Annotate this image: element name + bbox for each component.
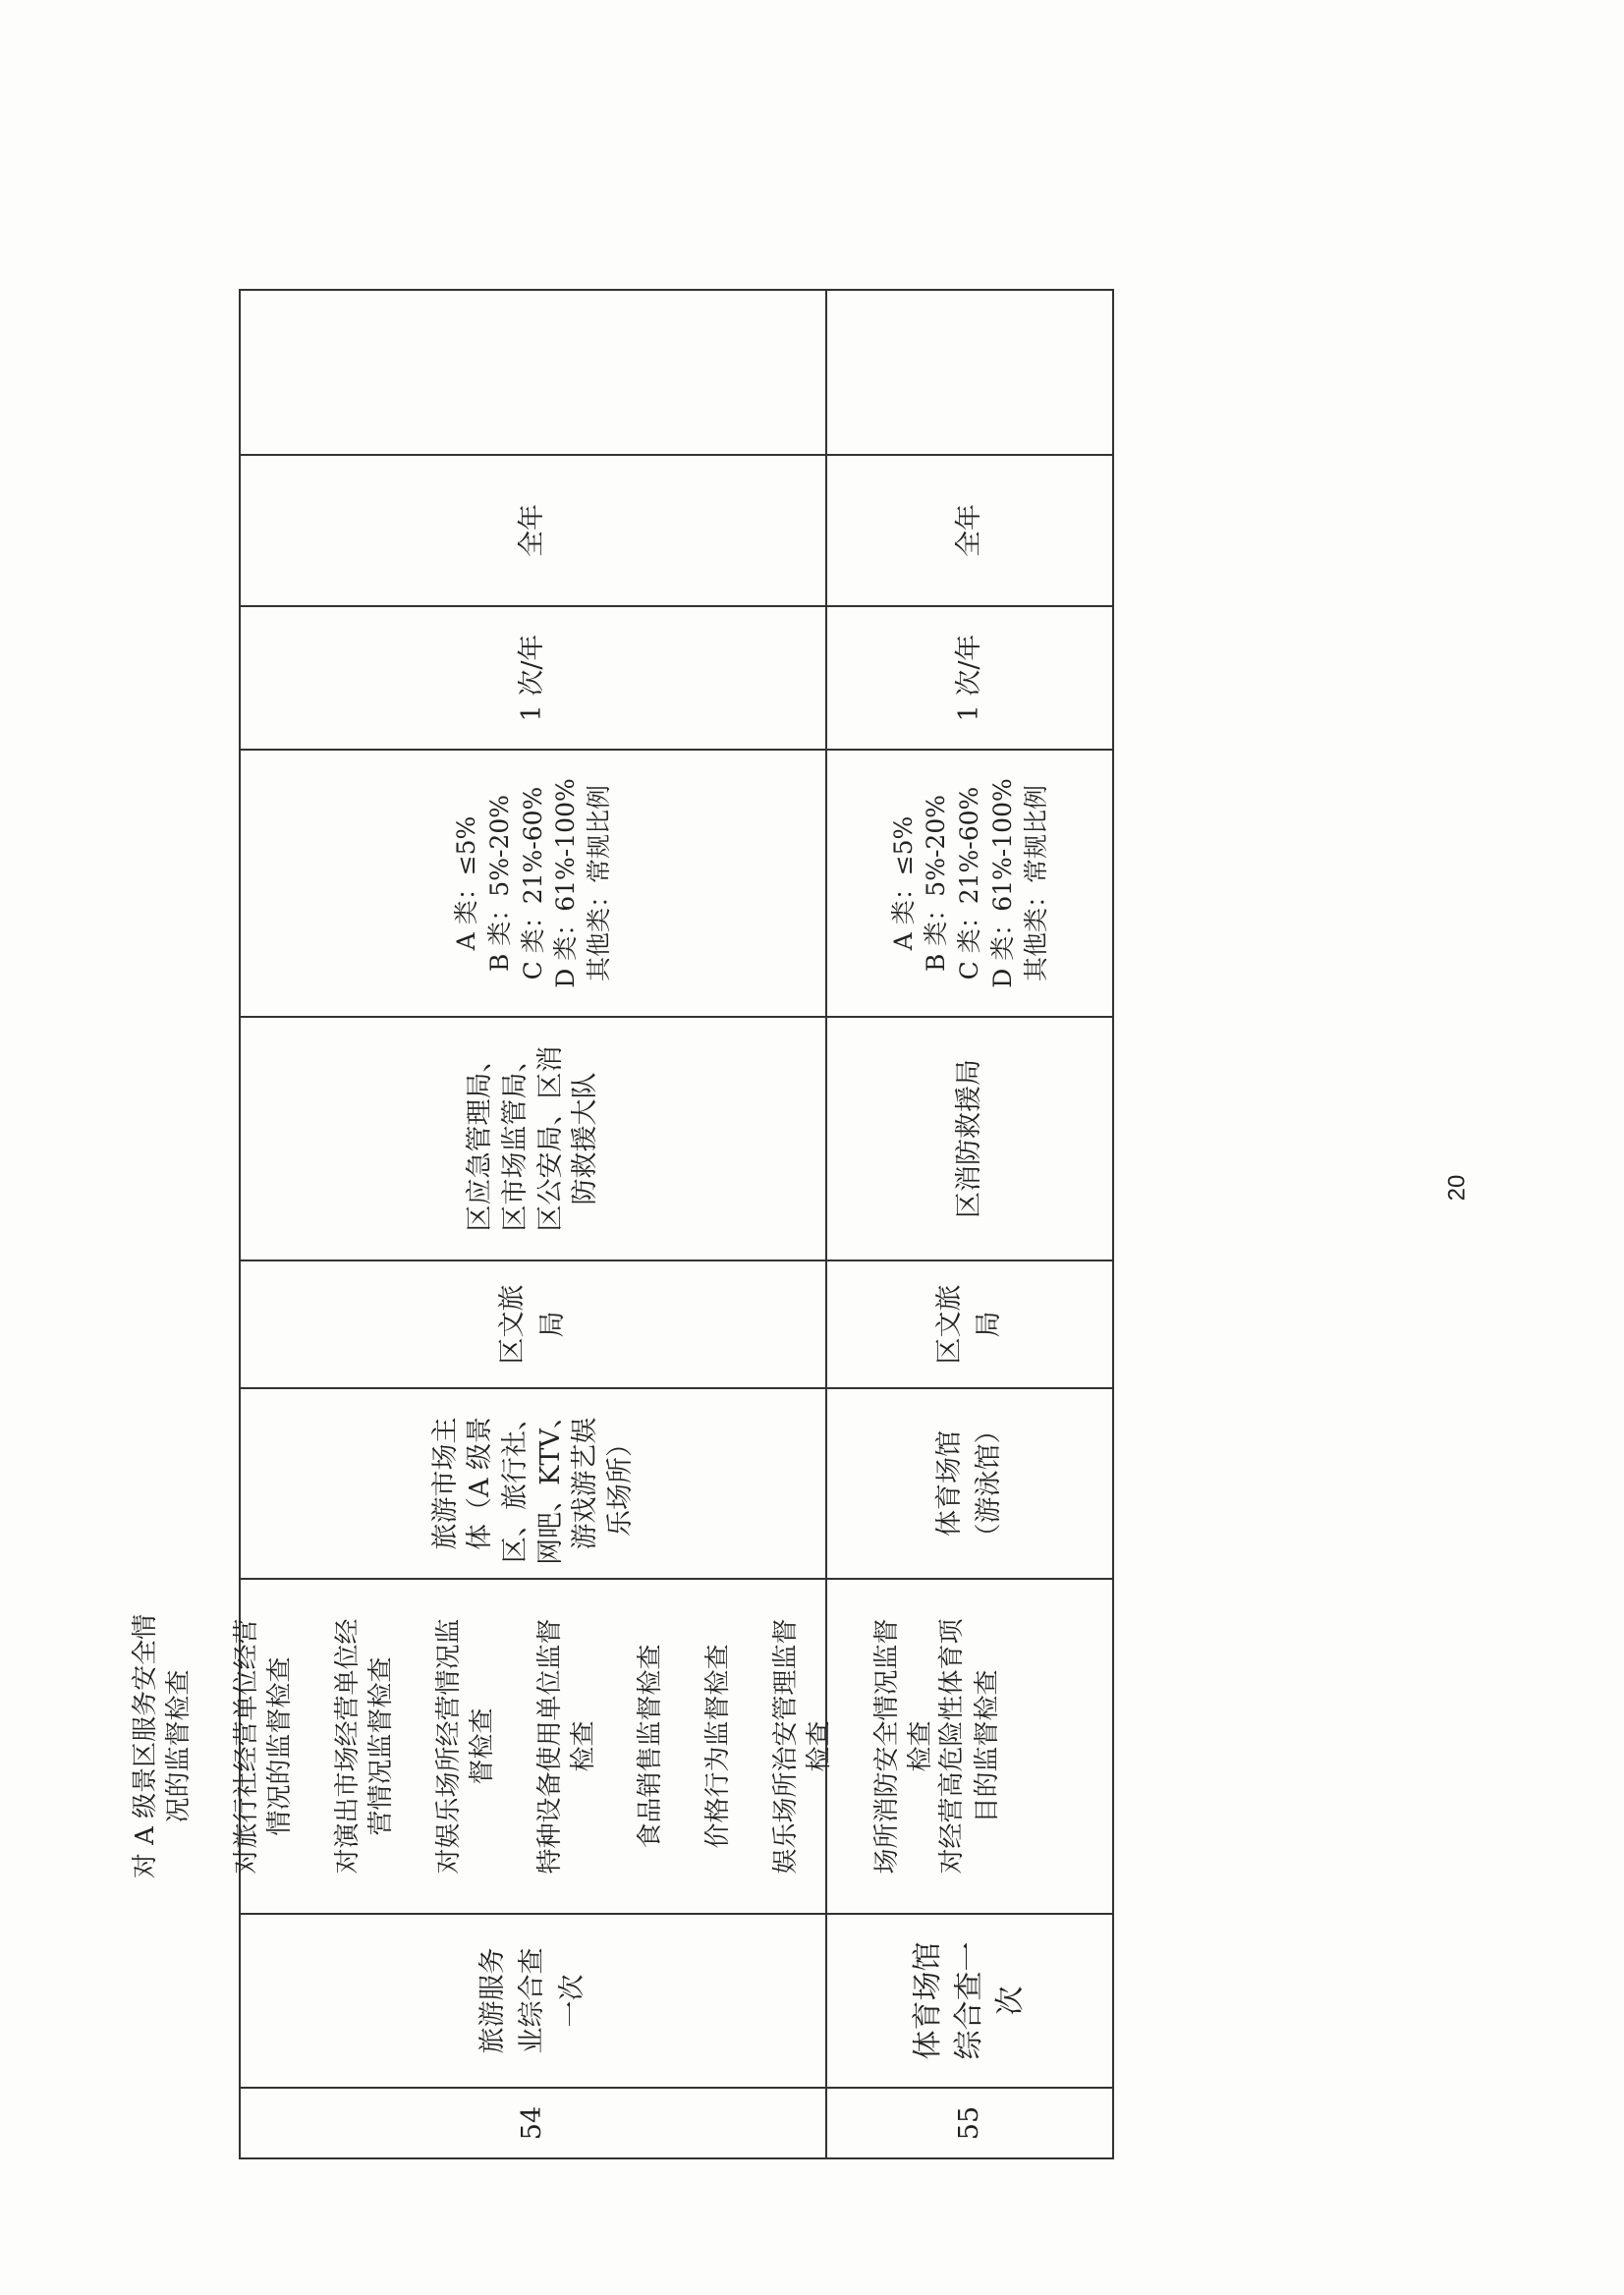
partner-departments: 区应急管理局、 区市场监管局、 区公安局、区消 防救援大队 bbox=[465, 1045, 601, 1232]
frequency: 1 次/年 bbox=[953, 634, 984, 722]
inspection-item: 对经营高危险性体育项 目的监督检查 bbox=[936, 1618, 1002, 1875]
inspection-item: 价格行为监督检查 bbox=[703, 1644, 734, 1849]
inspection-item: 场所消防安全情况监督 检查 bbox=[871, 1618, 935, 1875]
page-number: 20 bbox=[1443, 1174, 1471, 1202]
inspection-item: 对旅行社经营单位经营 情况的监督检查 bbox=[231, 1618, 295, 1875]
row-number: 55 bbox=[953, 2105, 984, 2141]
lead-department: 区文旅 局 bbox=[497, 1284, 568, 1365]
inspection-item: 娱乐场所治安管理监督 检查 bbox=[770, 1618, 834, 1875]
time-period: 全年 bbox=[953, 504, 984, 557]
inspection-item: 对 A 级景区服务安全情 况的监督检查 bbox=[130, 1613, 195, 1879]
inspection-items bbox=[130, 1579, 935, 1914]
inspection-item: 对娱乐场所经营情况监 督检查 bbox=[433, 1618, 497, 1875]
remark bbox=[826, 290, 1113, 455]
remark bbox=[240, 290, 826, 455]
inspection-object: 体育场馆 （游泳馆） bbox=[933, 1417, 1004, 1550]
frequency: 1 次/年 bbox=[517, 634, 548, 722]
inspection-item: 食品销售监督检查 bbox=[636, 1644, 666, 1849]
row-number: 54 bbox=[517, 2105, 548, 2141]
sampling-ratio: A 类：≤5% B 类：5%-20% C 类：21%-60% D 类：61%-100% 其他类：常规比例 bbox=[888, 778, 1050, 988]
inspection-items bbox=[826, 1579, 1113, 1914]
inspection-object: 旅游市场主 体（A 级景 区、旅行社、 网吧、KTV、 游戏游艺娱 乐场所） bbox=[429, 1402, 636, 1565]
sampling-ratio: A 类：≤5% B 类：5%-20% C 类：21%-60% D 类：61%-100% 其他类：常规比例 bbox=[452, 778, 614, 988]
row-name: 旅游服务 业综合查 一次 bbox=[476, 1947, 588, 2054]
time-period: 全年 bbox=[517, 504, 548, 557]
partner-departments: 区消防救援局 bbox=[953, 1059, 984, 1218]
inspection-item: 特种设备使用单位监督 检查 bbox=[534, 1618, 598, 1875]
row-name: 体育场馆 综合查一 次 bbox=[911, 1941, 1028, 2060]
inspection-item: 对演出市场经营单位经 营情况监督检查 bbox=[332, 1618, 396, 1875]
lead-department: 区文旅 局 bbox=[933, 1284, 1004, 1365]
